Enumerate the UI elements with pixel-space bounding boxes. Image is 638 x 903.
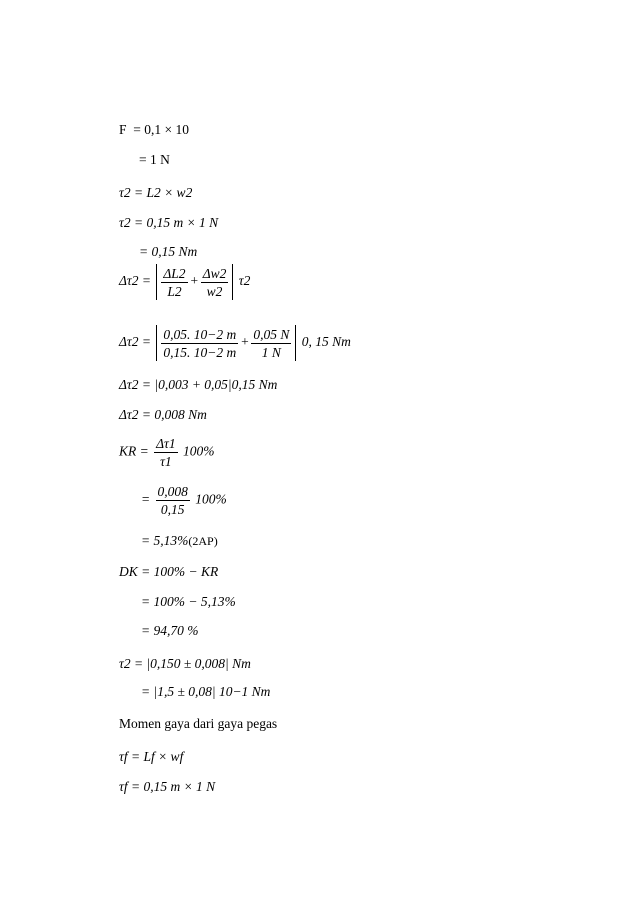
line-uncertainty-formula: Δτ2 = $\frac{\Delta L2}{L2}$ + $\frac{\Delta w2}{w2}$ τ2 <box>119 265 251 299</box>
line-uncertainty-sum: Δτ2 = |0,003 + 0,05|0,15 Nm <box>119 377 278 392</box>
line-relative-uncertainty-substitution: = $\frac{0,008}{0,15}$ 100% <box>141 484 227 517</box>
fraction: $\frac{0,05. 10-2 m}{0,15. 10-2 m}$ <box>163 326 237 360</box>
line-spring-torque-formula: τf = Lf × wf <box>119 749 184 764</box>
line-force-result: = 1 N <box>139 152 170 167</box>
abs-bar-left <box>156 264 157 300</box>
line-accuracy-substitution: = 100% − 5,13% <box>141 594 236 609</box>
line-torque-final: τ2 = |0,150 ± 0,008| Nm <box>119 656 251 671</box>
line-spring-torque-substitution: τf = 0,15 m × 1 N <box>119 779 216 794</box>
fraction: $\frac{0,05 N}{1 N}$ <box>253 326 290 360</box>
line-torque-final-scientific: = |1,5 ± 0,08| 10−1 Nm <box>141 684 271 699</box>
abs-bar-right <box>295 325 296 361</box>
line-uncertainty-result: Δτ2 = 0,008 Nm <box>119 407 207 422</box>
abs-bar-right <box>232 264 233 300</box>
line-accuracy-formula: DK = 100% − KR <box>119 564 219 579</box>
line-uncertainty-substitution: Δτ2 = $\frac{0,05. 10-2 m}{0,15. 10-2 m}$ + $\frac{0,05 N}{1 N}$ 0, 15 Nm <box>119 326 351 360</box>
line-force: F = 0,1 × 10 <box>119 122 189 137</box>
line-relative-uncertainty-formula: KR = $\frac{\Delta\tau 1}{\tau 1}$ 100% <box>119 436 215 469</box>
line-torque-formula: τ2 = L2 × w2 <box>119 185 193 200</box>
fraction: $\frac{0,008}{0,15}$ <box>157 484 188 517</box>
abs-bar-left <box>156 325 157 361</box>
section-heading: Momen gaya dari gaya pegas <box>119 716 278 731</box>
line-torque-result: = 0,15 Nm <box>139 244 198 259</box>
fraction: $\frac{\Delta L2}{L2}$ <box>163 265 186 299</box>
fraction: $\frac{\Delta\tau 1}{\tau 1}$ <box>156 436 176 469</box>
line-torque-substitution: τ2 = 0,15 m × 1 N <box>119 215 219 230</box>
fraction: $\frac{\Delta w2}{w2}$ <box>202 265 227 299</box>
line-relative-uncertainty-result: = 5,13%(2AP) <box>141 533 218 548</box>
line-accuracy-result: = 94,70 % <box>141 623 199 638</box>
